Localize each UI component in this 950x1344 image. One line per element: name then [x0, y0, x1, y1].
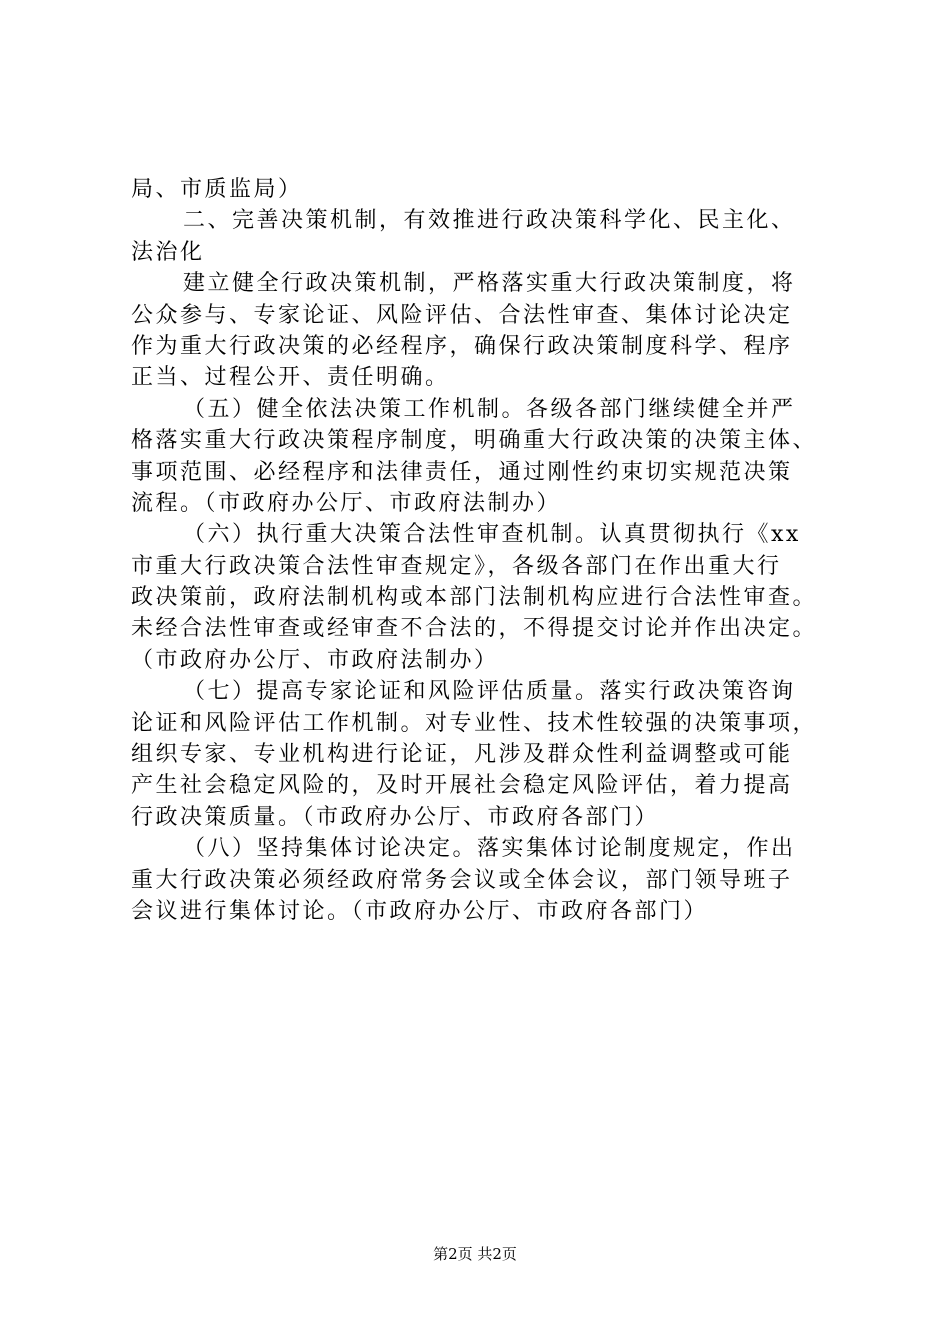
text-line: 公众参与、专家论证、风险评估、合法性审查、集体讨论决定: [131, 302, 793, 328]
text-line: 流程。（市政府办公厅、市政府法制办）: [131, 490, 562, 516]
page-number-footer: 第2页 共2页: [433, 1245, 517, 1263]
text-line: 未经合法性审查或经审查不合法的，不得提交讨论并作出决定。: [131, 616, 818, 642]
text-line: （七）提高专家论证和风险评估质量。落实行政决策咨询: [183, 679, 796, 705]
text-line: 作为重大行政决策的必经程序，确保行政决策制度科学、程序: [131, 333, 793, 359]
text-line: 事项范围、必经程序和法律责任，通过刚性约束切实规范决策: [131, 459, 793, 485]
text-line: 重大行政决策必须经政府常务会议或全体会议，部门领导班子: [131, 867, 793, 893]
section-heading: 二、完善决策机制，有效推进行政决策科学化、民主化、: [183, 208, 796, 234]
text-line: 正当、过程公开、责任明确。: [131, 365, 450, 391]
text-line: （六）执行重大决策合法性审查机制。认真贯彻执行《xx: [183, 522, 801, 548]
text-line: 论证和风险评估工作机制。对专业性、技术性较强的决策事项，: [131, 710, 818, 736]
text-line: 局、市质监局）: [131, 177, 303, 202]
text-line: （市政府办公厅、市政府法制办）: [131, 647, 499, 673]
text-line: 格落实重大行政决策程序制度，明确重大行政决策的决策主体、: [131, 428, 818, 454]
text-line: 市重大行政决策合法性审查规定》，各级各部门在作出重大行: [131, 553, 782, 579]
text-line: 组织专家、专业机构进行论证，凡涉及群众性利益调整或可能: [131, 742, 793, 768]
text-line: 行政决策质量。（市政府办公厅、市政府各部门）: [131, 804, 660, 830]
text-line: （五）健全依法决策工作机制。各级各部门继续健全并严: [183, 396, 796, 422]
text-line: （八）坚持集体讨论决定。落实集体讨论制度规定，作出: [183, 836, 796, 862]
document-body: [131, 174, 831, 927]
text-line: 政决策前，政府法制机构或本部门法制机构应进行合法性审查。: [131, 585, 818, 611]
text-line: 建立健全行政决策机制，严格落实重大行政决策制度，将: [183, 271, 796, 297]
section-heading-continuation: 法治化: [131, 239, 205, 265]
text-line: 会议进行集体讨论。（市政府办公厅、市政府各部门）: [131, 898, 709, 924]
text-line: 产生社会稳定风险的，及时开展社会稳定风险评估，着力提高: [131, 773, 793, 799]
